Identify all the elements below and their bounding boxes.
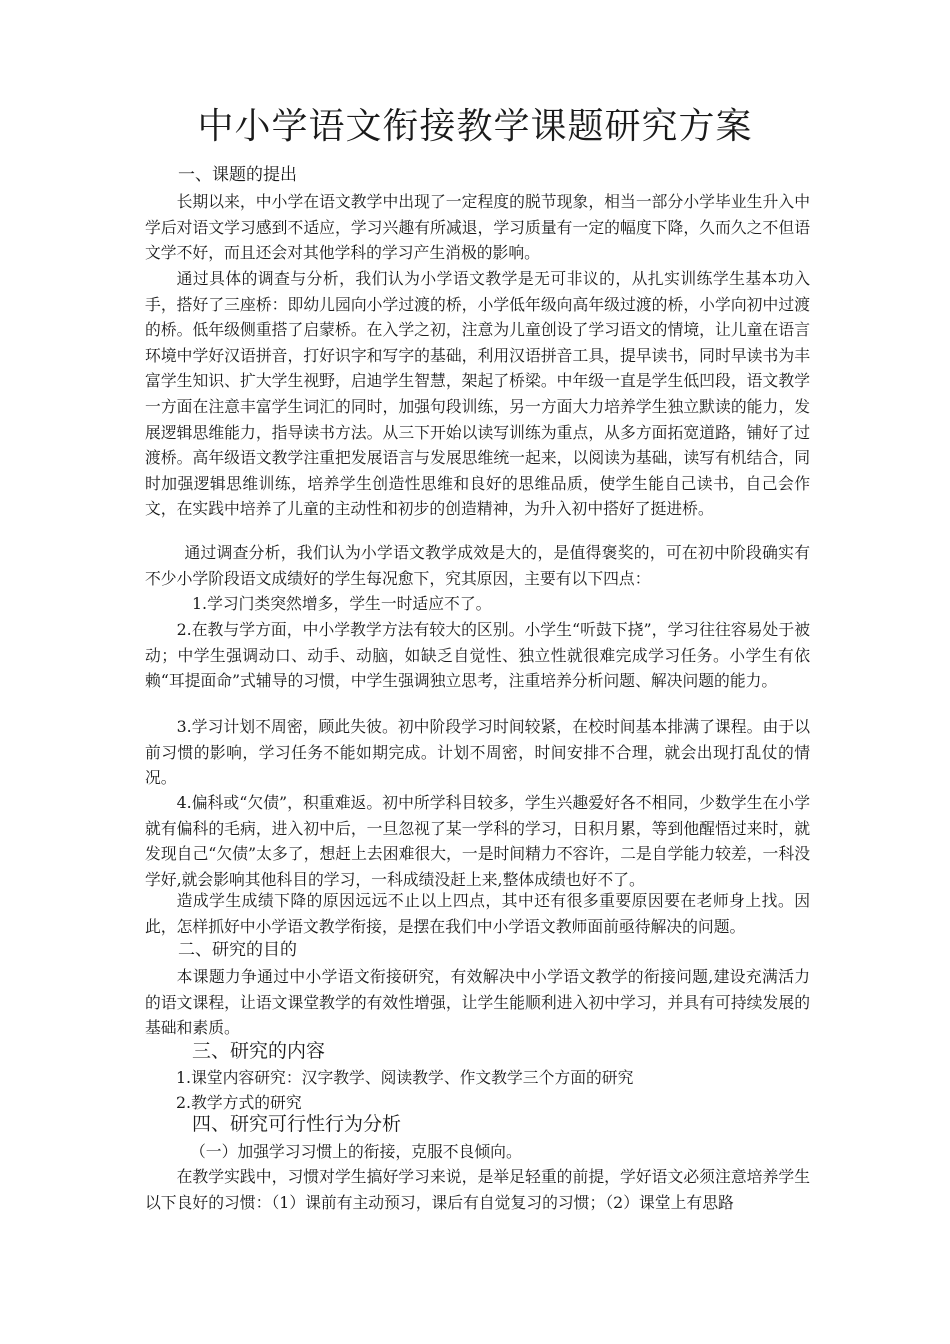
section-heading-4: 四、研究可行性行为分析	[192, 1113, 402, 1135]
section-heading-3: 三、研究的内容	[192, 1040, 326, 1062]
reason-item-1: 1.学习门类突然增多，学生一时适应不了。	[192, 594, 492, 613]
paragraph-analysis: 通过具体的调查与分析，我们认为小学语文教学是无可非议的，从扎实训练学生基本功入手，搭好了三座桥：即幼儿园向小学过渡的桥，小学低年级向高年级过渡的桥，小学向初中过渡的桥。低年级侧重搭了启蒙桥。在入学之初，注意为儿童创设了学习语文的情境，让儿童在语言环境中学好汉语拼音，打好识字和写字的基础，利用汉语拼音工具，提早读书，同时早读书为丰富学生知识、扩大学生视野，启迪学生智慧，架起了桥梁。中年级一直是学生低凹段，语文教学一方面在注意丰富学生词汇的同时，加强句段训练，另一方面大力培养学生独立默读的能力，发展逻辑思维能力，指导读书方法。从三下开始以读写训练为重点，从多方面拓宽道路，铺好了过渡桥。高年级语文教学注重把发展语言与发展思维统一起来，以阅读为基础，读写有机结合，同时加强逻辑思维训练，培养学生创造性思维和良好的思维品质，使学生能自己读书，自己会作文，在实践中培养了儿童的主动性和初步的创造精神，为升入初中搭好了挺进桥。	[145, 269, 810, 519]
document-title: 中小学语文衔接教学课题研究方案	[197, 106, 753, 147]
section-heading-1: 一、课题的提出	[178, 165, 297, 185]
paragraph-background: 长期以来，中小学在语文教学中出现了一定程度的脱节现象，相当一部分小学毕业生升入中学后对语文学习感到不适应，学习兴趣有所减退，学习质量有一定的幅度下降，久而久之不但语文学不好，而且还会对其他学科的学习产生消极的影响。	[145, 192, 810, 263]
content-item-1: 1.课堂内容研究：汉字教学、阅读教学、作文教学三个方面的研究	[176, 1068, 634, 1087]
paragraph-purpose: 本课题力争通过中小学语文衔接研究，有效解决中小学语文教学的衔接问题,建设充满活力的语文课程，让语文课堂教学的有效性增强，让学生能顺利进入初中学习，并具有可持续发展的基础和素质。	[145, 967, 810, 1038]
content-item-2: 2.教学方式的研究	[176, 1093, 302, 1112]
reason-item-4: 4.偏科或“欠债”，积重难返。初中所学科目较多，学生兴趣爱好各不相同，少数学生在小学就有偏科的毛病，进入初中后，一旦忽视了某一学科的学习，日积月累，等到他醒悟过来时，就发现自己“欠债”太多了，想赶上去困难很大，一是时间精力不容许，二是自学能力较差，一科没学好,就会影响其他科目的学习，一科成绩没赶上来,整体成绩也好不了。	[145, 793, 810, 889]
subsection-heading-1: （一）加强学习习惯上的衔接，克服不良倾向。	[190, 1142, 522, 1161]
paragraph-survey: 通过调查分析，我们认为小学语文教学成效是大的，是值得褒奖的，可在初中阶段确实有不少小学阶段语文成绩好的学生每况愈下，究其原因，主要有以下四点：	[145, 543, 810, 588]
reason-item-3: 3.学习计划不周密，顾此失彼。初中阶段学习时间较紧，在校时间基本排满了课程。由于以前习惯的影响，学习任务不能如期完成。计划不周密，时间安排不合理，就会出现打乱仗的情况。	[145, 717, 810, 788]
reason-item-2: 2.在教与学方面，中小学教学方法有较大的区别。小学生“听鼓下挠”，学习往往容易处于被动；中学生强调动口、动手、动脑，如缺乏自觉性、独立性就很难完成学习任务。小学生有依赖“耳提面命”式辅导的习惯，中学生强调独立思考，注重培养分析问题、解决问题的能力。	[145, 620, 810, 691]
paragraph-habits: 在教学实践中，习惯对学生搞好学习来说，是举足轻重的前提，学好语文必须注意培养学生以下良好的习惯：（1）课前有主动预习，课后有自觉复习的习惯；（2）课堂上有思路	[145, 1167, 810, 1212]
paragraph-conclusion: 造成学生成绩下降的原因远远不止以上四点，其中还有很多重要原因要在老师身上找。因此，怎样抓好中小学语文教学衔接，是摆在我们中小学语文教师面前亟待解决的问题。	[145, 891, 810, 936]
section-heading-2: 二、研究的目的	[178, 940, 297, 960]
